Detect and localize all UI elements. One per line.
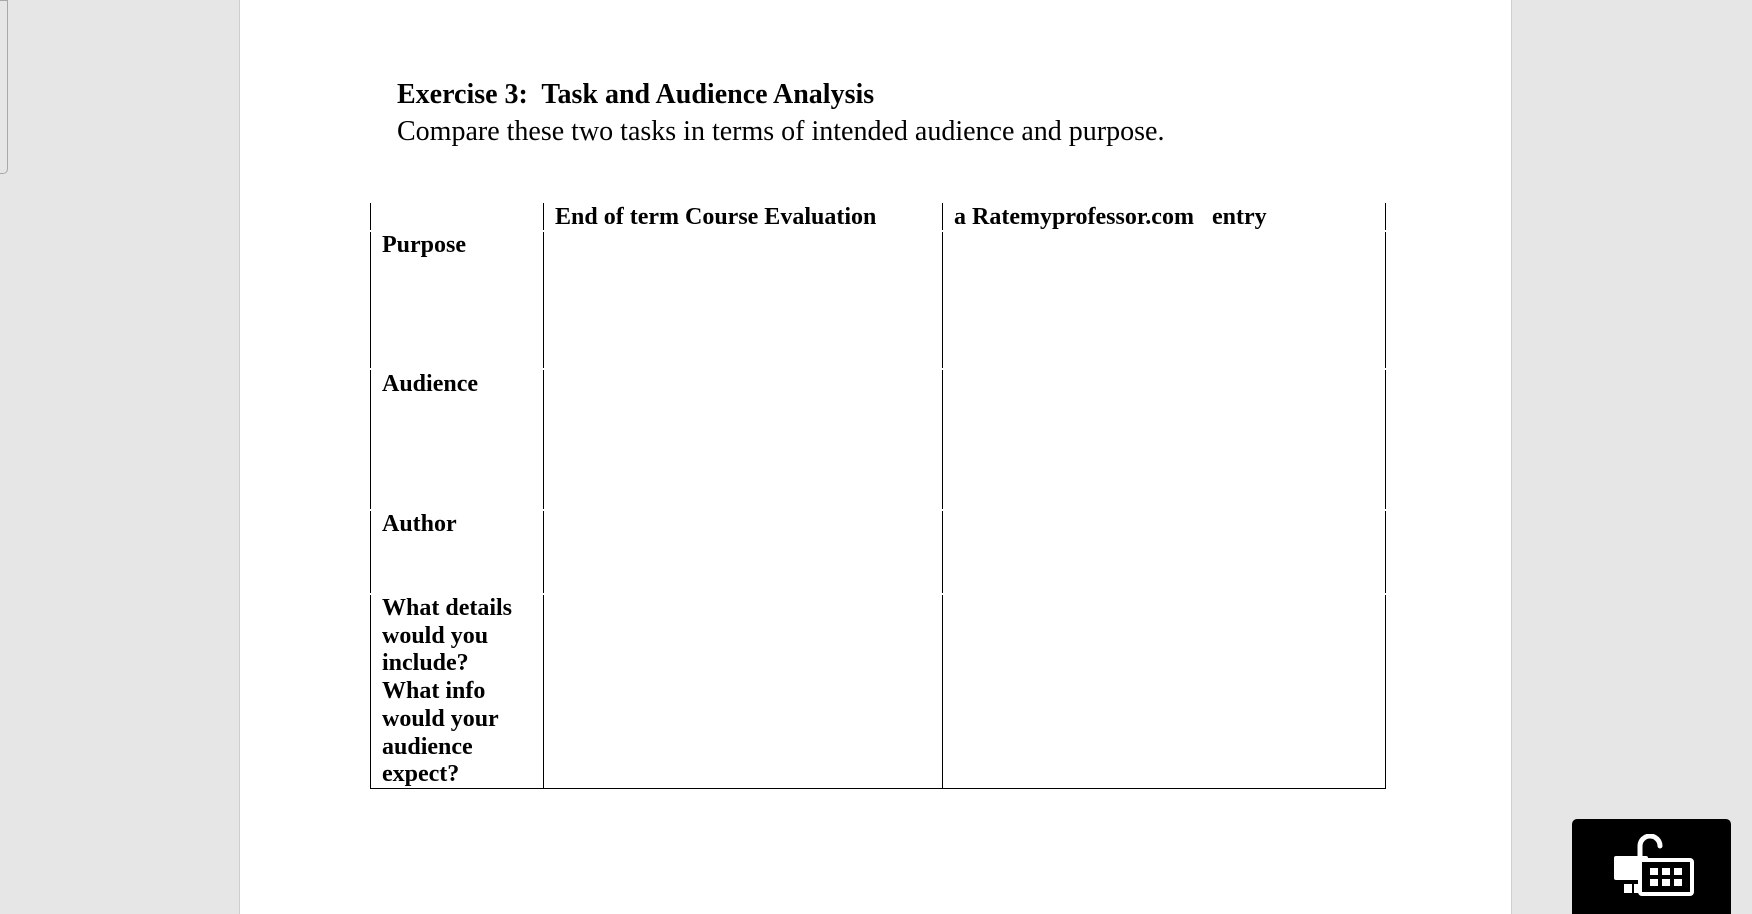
cell-audience-ratemyprofessor (943, 370, 1385, 509)
column-header-ratemyprofessor: a Ratemyprofessor.com entry (954, 204, 1267, 230)
cell-purpose-course-evaluation (544, 232, 942, 368)
row-break (369, 509, 372, 511)
row-break (369, 230, 372, 232)
table-border-left (370, 203, 371, 789)
column-header-course-evaluation: End of term Course Evaluation (555, 204, 877, 230)
row-label-author: Author (382, 511, 457, 537)
keyboard-lock-icon (1610, 834, 1696, 898)
cell-details-course-evaluation (544, 595, 942, 788)
exercise-title: Exercise 3: Task and Audience Analysis (397, 79, 875, 110)
cell-author-ratemyprofessor (943, 511, 1385, 593)
row-break (369, 368, 372, 370)
table-border-right (1385, 203, 1386, 789)
table-border-bottom (370, 788, 1386, 789)
cell-purpose-ratemyprofessor (943, 232, 1385, 368)
scrollbar-tab[interactable] (0, 0, 8, 174)
exercise-instructions: Compare these two tasks in terms of intended audience and purpose. (397, 116, 1165, 147)
row-label-details: What details would you include? What info would your audience expect? (382, 595, 513, 788)
cell-audience-course-evaluation (544, 370, 942, 509)
cell-author-course-evaluation (544, 511, 942, 593)
cell-details-ratemyprofessor (943, 595, 1385, 788)
document-page (239, 0, 1512, 914)
keyboard-lock-badge[interactable] (1572, 819, 1731, 914)
row-break (369, 593, 372, 595)
row-label-audience: Audience (382, 371, 478, 397)
analysis-table (370, 203, 1386, 789)
row-label-purpose: Purpose (382, 232, 466, 258)
